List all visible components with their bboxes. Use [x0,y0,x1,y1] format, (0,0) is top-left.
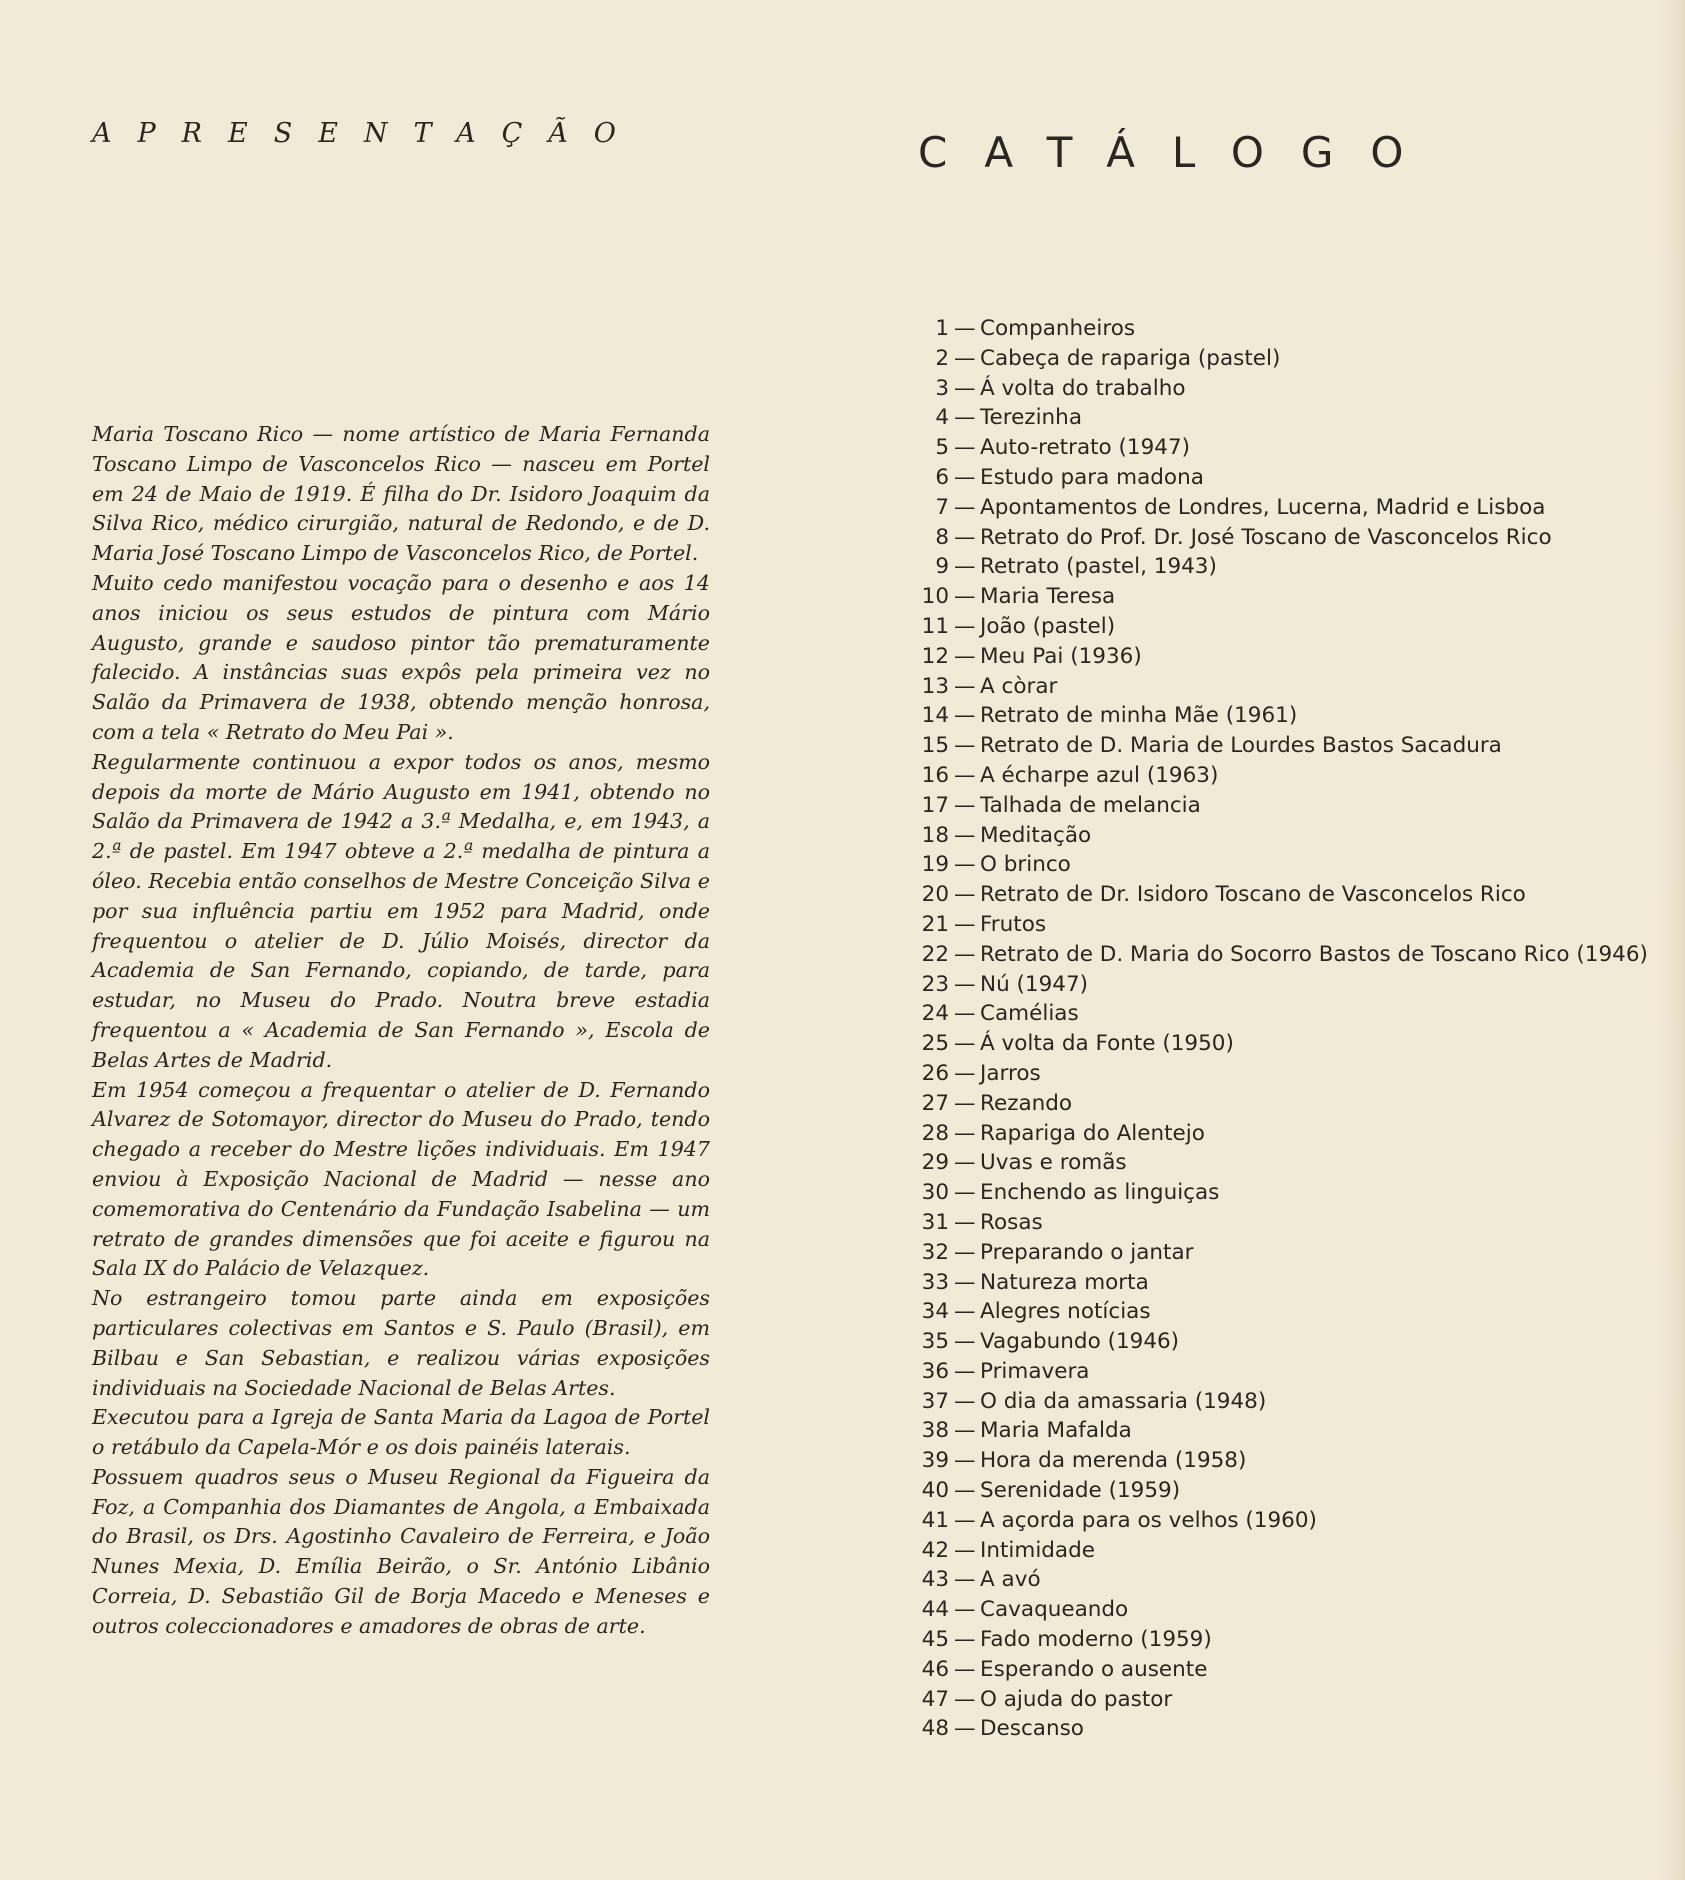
catalog-item [918,314,1658,344]
catalog-item-dash: — [954,1388,976,1414]
catalog-item [918,433,1658,463]
catalog-item-title: Companheiros [980,316,1136,341]
catalog-item-dash: — [954,1567,976,1593]
catalog-item-title: A còrar [980,673,1058,699]
bio-paragraph: Possuem quadros seus o Museu Regional da Figueira da Foz, a Companhia dos Diamantes de Angola, a Embaixada do Brasil, os Drs. Agostinho Cavaleiro de Ferreira, e João Nunes Mexia, D. Emília Beirão, o Sr. António Libânio Correia, D. Sebastião Gil de Borja Macedo e Meneses e outros coleccionadores e amadores de obras de arte. [92,1464,710,1638]
catalog-item [918,523,1658,553]
catalog-item [918,1327,1658,1357]
catalog-item-title: Estudo para madona [980,464,1204,490]
catalog-item [918,999,1658,1029]
catalog-item-dash: — [954,1209,976,1235]
catalog-item-title: Talhada de melancia [980,792,1201,818]
catalog-item-dash: — [954,1150,976,1176]
catalog-item-dash: — [954,1329,976,1355]
catalog-item-dash: — [954,1180,976,1206]
catalog-item-title: Jarros [980,1060,1041,1086]
catalog-item [918,1148,1658,1178]
catalog-item-dash: — [954,375,976,401]
catalog-item-number: 39 [921,1448,949,1474]
catalog-item-dash: — [954,1031,976,1057]
catalog-item-dash: — [954,1358,976,1384]
catalog-item-number: 21 [921,911,949,937]
catalog-item-dash: — [954,464,976,490]
catalog-item-number: 12 [921,643,949,669]
catalog-item-title: Maria Teresa [980,584,1116,610]
catalog-item [918,821,1658,851]
catalog-item-number: 25 [921,1031,949,1057]
catalog-item-dash: — [954,762,976,788]
catalog-item-number: 46 [921,1656,949,1682]
catalog-item [918,1089,1658,1119]
catalog-item [918,1238,1658,1268]
catalog-item-number: 7 [935,494,949,520]
catalog-item-title: Retrato do Prof. Dr. José Toscano de Vasconcelos Rico [980,524,1552,550]
catalog-item-number: 43 [921,1567,949,1593]
catalog-item-number: 11 [921,613,949,639]
catalog-item-title: Primavera [980,1358,1090,1384]
catalog-item [918,1536,1658,1566]
catalog-item-title: Frutos [980,911,1047,937]
catalog-item [918,1506,1658,1536]
catalog-item-title: Meu Pai (1936) [980,643,1142,669]
catalog-item-number: 48 [921,1716,949,1742]
catalog-item [918,612,1658,642]
catalog-item [918,582,1658,612]
catalog-item-number: 4 [935,405,949,431]
catalog-item-title: Preparando o jantar [980,1239,1194,1265]
catalog-item [918,403,1658,433]
catalog-item-dash: — [954,1418,976,1444]
catalog-item-title: Descanso [980,1716,1084,1742]
catalog-item-number: 2 [935,345,949,371]
catalog-item [918,672,1658,702]
catalog-item-dash: — [954,345,976,371]
catalog-item-title: Á volta da Fonte (1950) [980,1031,1234,1057]
presentation-heading: APRESENTAÇÃO [92,118,642,149]
catalog-item-number: 8 [935,524,949,550]
bio-paragraph: Muito cedo manifestou vocação para o desenho e aos 14 anos iniciou os seus estudos de pintura com Mário Augusto, grande e saudoso pintor tão prematuramente falecido. A instâncias suas expôs pela primeira vez no Salão da Primavera de 1938, obtendo menção honrosa, com a tela « Retrato do Meu Pai ». [92,570,710,744]
catalog-item-number: 35 [921,1329,949,1355]
catalog-item-title: Rosas [980,1209,1043,1235]
catalog-item-number: 30 [921,1180,949,1206]
catalog-item-title: Alegres notícias [980,1299,1151,1325]
catalog-item-dash: — [954,911,976,937]
catalog-item [918,701,1658,731]
catalog-item [918,910,1658,940]
catalog-item-number: 10 [921,584,949,610]
catalog-item [918,1625,1658,1655]
catalog-item-dash: — [954,1090,976,1116]
catalog-item-dash: — [954,1716,976,1742]
catalog-item [918,1655,1658,1685]
catalog-item [918,1595,1658,1625]
catalog-item-title: Retrato de D. Maria de Lourdes Bastos Sacadura [980,733,1502,759]
catalog-item [918,880,1658,910]
catalog-item-number: 17 [921,792,949,818]
catalog-item-title: Apontamentos de Londres, Lucerna, Madrid e Lisboa [980,494,1546,520]
catalog-item [918,761,1658,791]
catalog-item [918,1685,1658,1715]
catalog-item-title: Nú (1947) [980,971,1089,997]
catalog-item-dash: — [954,494,976,520]
catalog-item-dash: — [954,852,976,878]
catalog-item-title: Retrato de Dr. Isidoro Toscano de Vasconcelos Rico [980,882,1526,908]
catalog-item-title: Cabeça de rapariga (pastel) [980,345,1281,371]
catalog-item-dash: — [954,1448,976,1474]
catalog-item-title: Fado moderno (1959) [980,1627,1212,1653]
catalog-item [918,1357,1658,1387]
catalog-item-number: 5 [935,435,949,461]
catalog-item [918,791,1658,821]
catalog-item-dash: — [954,1060,976,1086]
catalog-item-number: 6 [935,464,949,490]
catalog-item-number: 40 [921,1478,949,1504]
catalog-item-number: 9 [935,554,949,580]
catalog-item-title: A avó [980,1567,1041,1593]
catalog-item-number: 15 [921,733,949,759]
catalog-item [918,552,1658,582]
catalog-item-title: Meditação [980,822,1092,848]
catalog-item-number: 26 [921,1060,949,1086]
catalog-item [918,642,1658,672]
catalog-item-dash: — [954,524,976,550]
catalog-item-dash: — [954,1120,976,1146]
catalog-item-dash: — [954,1656,976,1682]
catalog-item-title: Hora da merenda (1958) [980,1448,1247,1474]
catalog-item-title: Retrato de D. Maria do Socorro Bastos de Toscano Rico (1946) [980,941,1648,967]
catalog-item-number: 13 [921,673,949,699]
catalog-item [918,344,1658,374]
catalog-item-dash: — [954,1537,976,1563]
catalog-item-title: O brinco [980,852,1071,878]
catalog-item-dash: — [954,1686,976,1712]
catalog-item [918,1416,1658,1446]
catalog-item-number: 29 [921,1150,949,1176]
catalog-item-title: Serenidade (1959) [980,1478,1181,1504]
catalog-item-dash: — [954,1239,976,1265]
catalog-item-dash: — [954,643,976,669]
catalog-item-title: Terezinha [980,405,1082,431]
catalog-item [918,850,1658,880]
catalog-item-title: Rapariga do Alentejo [980,1120,1205,1146]
catalog-item-title: Intimidade [980,1537,1095,1563]
catalog-item-number: 31 [921,1209,949,1235]
catalog-item-number: 16 [921,762,949,788]
catalog-item-dash: — [954,584,976,610]
catalog-item-title: Esperando o ausente [980,1656,1208,1682]
catalog-item-number: 23 [921,971,949,997]
catalog-item-dash: — [954,316,976,341]
catalog-item [918,970,1658,1000]
catalog-item [918,1476,1658,1506]
catalog-item [918,1297,1658,1327]
bio-paragraph: Regularmente continuou a expor todos os anos, mesmo depois da morte de Mário Augusto em 1941, obtendo no Salão da Primavera de 1942 a 3.ª Medalha, e, em 1943, a 2.ª de pastel. Em 1947 obteve a 2.ª medalha de pintura a óleo. Recebia então conselhos de Mestre Conceição Silva e por sua influência partiu em 1952 para Madrid, onde frequentou o atelier de D. Júlio Moisés, director da Academia de San Fernando, copiando, de tarde, para estudar, no Museu do Prado. Noutra breve estadia frequentou a « Academia de San Fernando », Escola de Belas Artes de Madrid. [92,749,710,1072]
catalog-item [918,1565,1658,1595]
bio-paragraph: Maria Toscano Rico — nome artístico de Maria Fernanda Toscano Limpo de Vasconcelos Rico — nasceu em Portel em 24 de Maio de 1919. É filha do Dr. Isidoro Joaquim da Silva Rico, médico cirurgião, natural de Redondo, e de D. Maria José Toscano Limpo de Vasconcelos Rico, de Portel. [92,422,710,566]
catalog-item-title: Uvas e romãs [980,1150,1127,1176]
catalog-item [918,493,1658,523]
catalog-item-number: 22 [921,941,949,967]
catalog-item-number: 27 [921,1090,949,1116]
catalog-item-number: 18 [921,822,949,848]
bio-paragraph: Executou para a Igreja de Santa Maria da Lagoa de Portel o retábulo da Capela-Mór e os dois painéis laterais. [92,1405,710,1460]
bio-paragraph: No estrangeiro tomou parte ainda em exposições particulares colectivas em Santos e S. Paulo (Brasil), em Bilbau e San Sebastian, e realizou várias exposições individuais na Sociedade Nacional de Belas Artes. [92,1286,710,1400]
catalog-item [918,374,1658,404]
catalog-item [918,731,1658,761]
catalog-item [918,1029,1658,1059]
catalog-item-dash: — [954,405,976,431]
catalog-item-number: 20 [921,882,949,908]
catalog-item-title: Camélias [980,1001,1079,1027]
catalog-list [918,314,1658,1744]
catalog-item-dash: — [954,1597,976,1623]
catalog-item-dash: — [954,971,976,997]
catalog-item-title: João (pastel) [980,613,1116,639]
catalog-item-number: 1 [935,316,949,341]
catalog-item-dash: — [954,733,976,759]
catalog-item-dash: — [954,1627,976,1653]
catalog-item [918,1446,1658,1476]
catalog-item-number: 37 [921,1388,949,1414]
catalog-item-title: Enchendo as linguiças [980,1180,1220,1206]
catalog-item-number: 41 [921,1507,949,1533]
catalog-item [918,940,1658,970]
catalog-item [918,1268,1658,1298]
catalog-item-title: Rezando [980,1090,1073,1116]
page-edge [1660,0,1685,1880]
catalog-item [918,1119,1658,1149]
catalog-item-dash: — [954,613,976,639]
catalog-item-title: Maria Mafalda [980,1418,1132,1444]
catalog-item [918,1387,1658,1417]
catalog-item-title: O ajuda do pastor [980,1686,1173,1712]
catalog-item-title: Retrato de minha Mãe (1961) [980,703,1298,729]
catalog-item-dash: — [954,1507,976,1533]
catalog-item-number: 34 [921,1299,949,1325]
catalog-item-title: A açorda para os velhos (1960) [980,1507,1317,1533]
catalog-item-number: 47 [921,1686,949,1712]
catalog-item-dash: — [954,1269,976,1295]
catalog-item [918,1714,1658,1744]
biography-text [92,420,710,1642]
catalog-item-title: A écharpe azul (1963) [980,762,1219,788]
catalog-item-title: Natureza morta [980,1269,1149,1295]
catalog-item-dash: — [954,554,976,580]
catalog-item-dash: — [954,882,976,908]
catalog-item-number: 36 [921,1358,949,1384]
catalog-heading: CATÁLOGO [918,128,1441,177]
catalog-item-number: 45 [921,1627,949,1653]
catalog-item-number: 33 [921,1269,949,1295]
catalog-item-dash: — [954,435,976,461]
catalog-item [918,1178,1658,1208]
catalog-item [918,463,1658,493]
catalog-item [918,1208,1658,1238]
catalog-item-title: Auto-retrato (1947) [980,435,1191,461]
catalog-item-number: 28 [921,1120,949,1146]
catalog-item-number: 42 [921,1537,949,1563]
catalog-item-title: Vagabundo (1946) [980,1329,1180,1355]
catalog-item-title: Retrato (pastel, 1943) [980,554,1217,580]
catalog-item-number: 24 [921,1001,949,1027]
catalog-item-dash: — [954,703,976,729]
catalog-item-dash: — [954,822,976,848]
catalog-item-number: 38 [921,1418,949,1444]
catalog-item-dash: — [954,673,976,699]
catalog-item-title: Cavaqueando [980,1597,1129,1623]
catalog-item-title: O dia da amassaria (1948) [980,1388,1267,1414]
catalog-item-dash: — [954,1478,976,1504]
bio-paragraph: Em 1954 começou a frequentar o atelier de D. Fernando Alvarez de Sotomayor, director do Museu do Prado, tendo chegado a receber do Mestre lições individuais. Em 1947 enviou à Exposição Nacional de Madrid — nesse ano comemorativa do Centenário da Fundação Isabelina — um retrato de grandes dimensões que foi aceite e figurou na Sala IX do Palácio de Velazquez. [92,1077,710,1281]
catalog-item [918,1059,1658,1089]
catalog-item-number: 14 [921,703,949,729]
catalog-item-title: Á volta do trabalho [980,375,1186,401]
catalog-item-dash: — [954,792,976,818]
catalog-item-dash: — [954,1299,976,1325]
catalog-item-dash: — [954,941,976,967]
catalog-item-number: 32 [921,1239,949,1265]
catalog-item-number: 3 [935,375,949,401]
catalog-item-dash: — [954,1001,976,1027]
catalog-item-number: 44 [921,1597,949,1623]
catalog-item-number: 19 [921,852,949,878]
